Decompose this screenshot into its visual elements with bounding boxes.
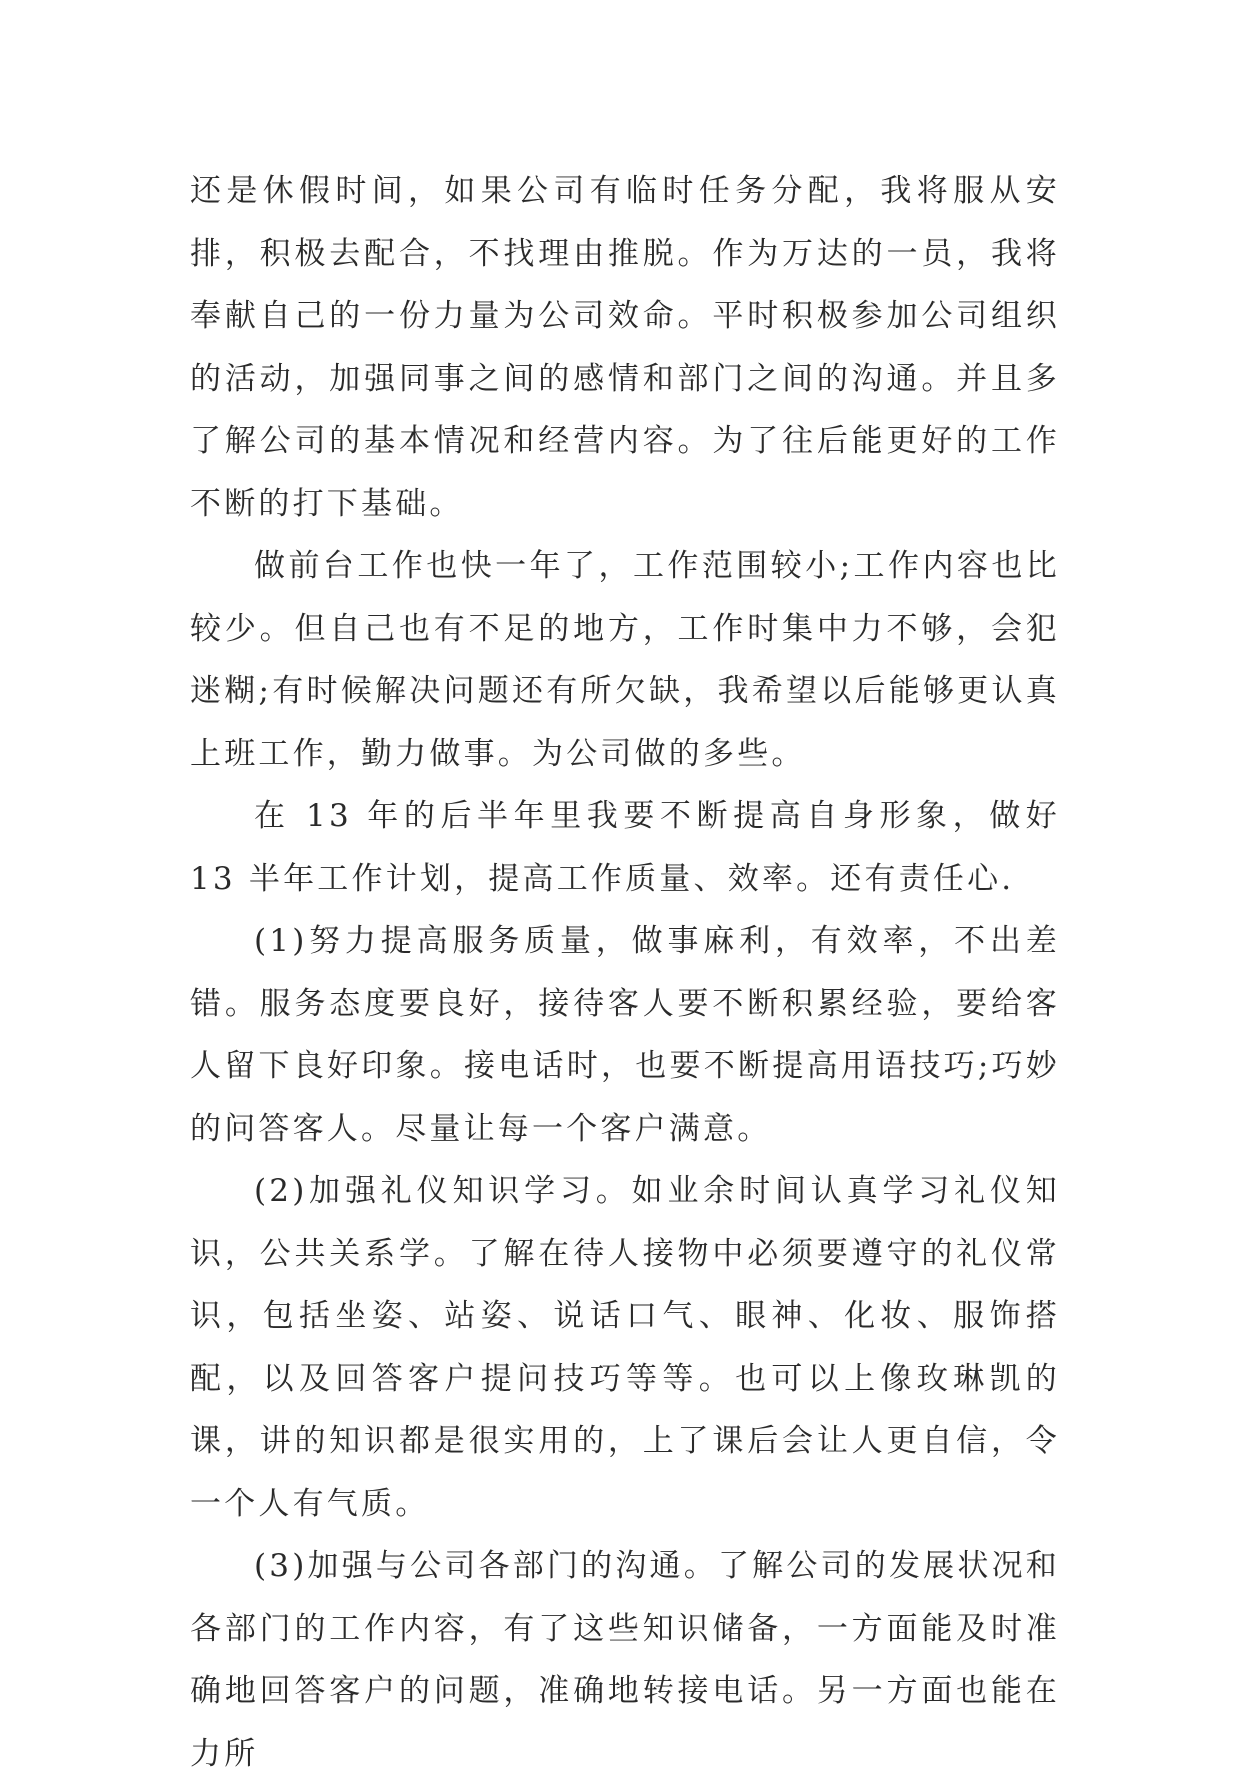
paragraph-5: (2)加强礼仪知识学习。如业余时间认真学习礼仪知识，公共关系学。了解在待人接物中必须要遵守的礼仪常识，包括坐姿、站姿、说话口气、眼神、化妆、服饰搭配，以及回答客户提问技巧等等。也可以上像玫琳凯的课，讲的知识都是很实用的，上了课后会让人更自信，令一个人有气质。 xyxy=(190,1173,1060,1522)
paragraph-4: (1)努力提高服务质量，做事麻利，有效率，不出差错。服务态度要良好，接待客人要不断积累经验，要给客人留下良好印象。接电话时，也要不断提高用语技巧;巧妙的问答客人。尽量让每一个客户满意。 xyxy=(190,923,1060,1147)
paragraph-3: 在 13 年的后半年里我要不断提高自身形象，做好 13 半年工作计划，提高工作质量、效率。还有责任心. xyxy=(190,798,1060,897)
paragraph-6: (3)加强与公司各部门的沟通。了解公司的发展状况和各部门的工作内容，有了这些知识储备，一方面能及时准确地回答客户的问题，准确地转接电话。另一方面也能在力所 xyxy=(190,1548,1060,1772)
document-body xyxy=(190,160,1060,1785)
paragraph-2: 做前台工作也快一年了，工作范围较小;工作内容也比较少。但自己也有不足的地方，工作时集中力不够，会犯迷糊;有时候解决问题还有所欠缺，我希望以后能够更认真上班工作，勤力做事。为公司做的多些。 xyxy=(190,548,1060,772)
paragraph-1: 还是休假时间，如果公司有临时任务分配，我将服从安排，积极去配合，不找理由推脱。作为万达的一员，我将奉献自己的一份力量为公司效命。平时积极参加公司组织的活动，加强同事之间的感情和部门之间的沟通。并且多了解公司的基本情况和经营内容。为了往后能更好的工作不断的打下基础。 xyxy=(190,173,1060,522)
